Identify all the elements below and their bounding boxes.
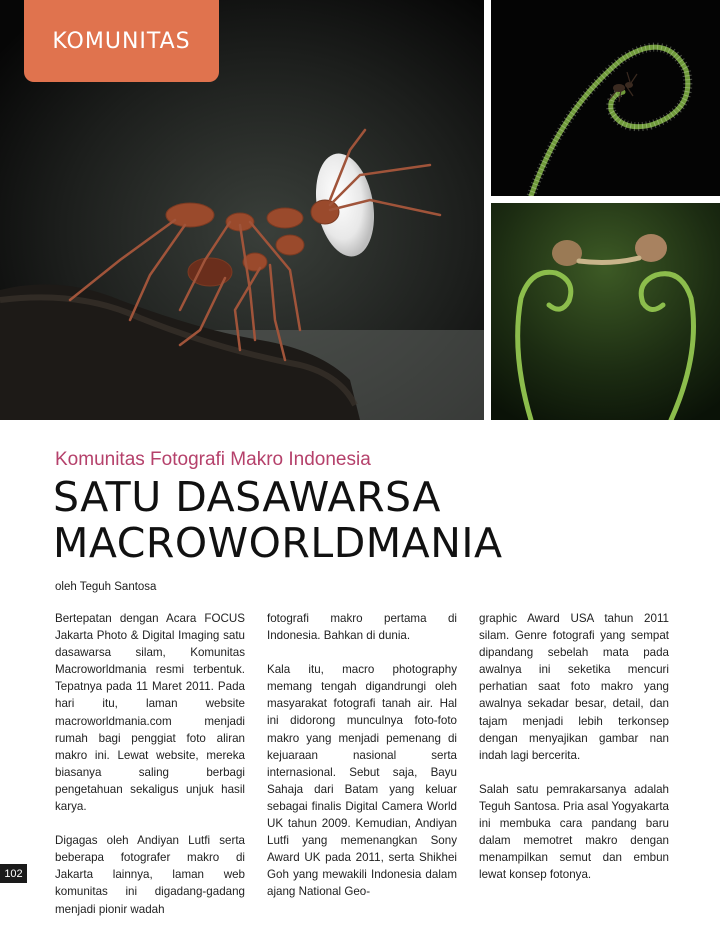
photo-ant-on-fern-curl bbox=[491, 0, 720, 196]
paragraph: Salah satu pemrakarsanya adalah Teguh Santosa. Pria asal Yogyakarta ini membuka cara pandang baru dalam memotret makro dengan menampilkan semut dan embun lewat konsep fotonya. bbox=[479, 782, 669, 882]
section-tab: KOMUNITAS bbox=[24, 0, 219, 82]
paragraph: graphic Award USA tahun 2011 silam. Genre fotografi yang sempat dipandang sebelah mata pada awalnya ini seketika mencuri perhatian saat foto makro yang awalnya sekadar besar, detail, dan tajam menjadi lebih terkonsep dengan menyajikan gambar nan indah lagi bercerita. bbox=[479, 612, 669, 762]
text-column-1 bbox=[55, 610, 245, 935]
article-title-line: SATU DASAWARSA bbox=[53, 473, 441, 521]
paragraph: Digagas oleh Andiyan Lutfi serta beberapa fotografer makro di Jakarta lainnya, laman web komunitas ini digadang-gadang menjadi pionir wadah bbox=[55, 834, 245, 916]
photo-snails-fern-heart bbox=[491, 203, 720, 420]
article-byline: oleh Teguh Santosa bbox=[55, 581, 157, 593]
article-title bbox=[53, 474, 503, 566]
text-column-2 bbox=[267, 610, 457, 918]
text-column-3 bbox=[479, 610, 669, 900]
paragraph: fotografi makro pertama di Indonesia. Bahkan di dunia. bbox=[267, 612, 457, 643]
paragraph: Kala itu, macro photography memang tengah digandrungi oleh masyarakat fotografi tanah air. Hal ini didorong munculnya foto-foto makro yang menjadi pemenang di kejuaraan nasional serta internasional. Sebut saja, Bayu Sahaja dari Batam yang keluar sebagai finalis Digital Camera World UK tahun 2009. Kemudian, Andiyan Lutfi yang memenangkan Sony Award UK pada 2011, serta Shikhei Goh yang mewakili Indonesia dalam ajang National Geo- bbox=[267, 663, 457, 899]
article-subtitle: Komunitas Fotografi Makro Indonesia bbox=[55, 449, 371, 470]
paragraph: Bertepatan dengan Acara FOCUS Jakarta Photo & Digital Imaging satu dasawarsa silam, Komunitas Macroworldmania resmi terbentuk. Tepatnya pada 11 Maret 2011. Pada hari itu, laman website macroworldmania.com menjadi rumah bagi penggiat foto aliran makro ini. Lewat website, mereka biasanya saling berbagi pengetahuan sekaligus unjuk hasil karya. bbox=[55, 612, 245, 814]
article-title-line: MACROWORLDMANIA bbox=[53, 519, 503, 567]
page-number: 102 bbox=[0, 864, 27, 883]
